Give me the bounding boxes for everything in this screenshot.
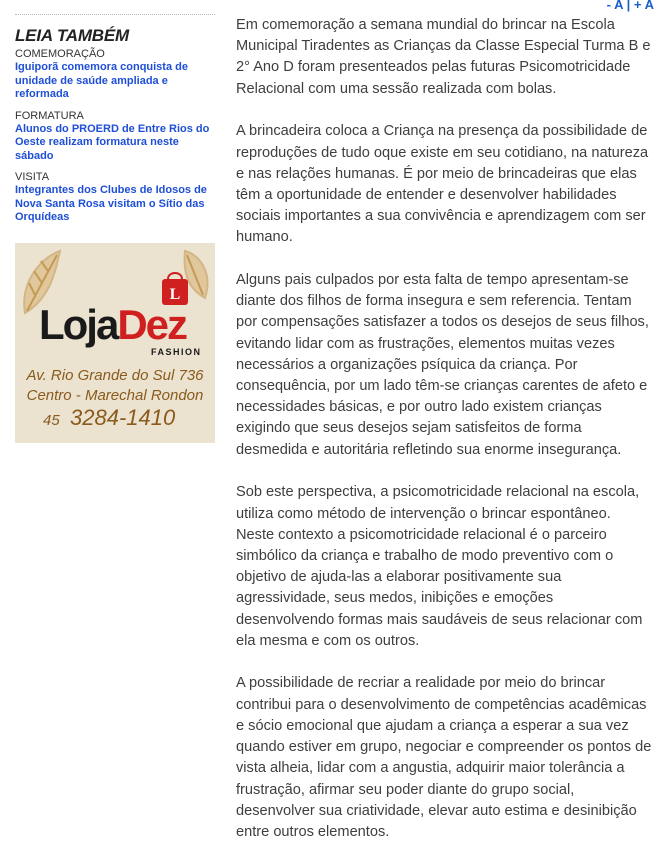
sidebar-title: LEIA TAMBÉM — [15, 26, 129, 45]
logo-letter: L — [169, 286, 181, 303]
increase-font-button[interactable]: + A — [633, 0, 654, 12]
loja-dez-advertisement[interactable] — [15, 243, 215, 443]
list-item — [15, 171, 215, 225]
news-category: FORMATURA — [15, 109, 84, 122]
list-item — [15, 110, 215, 164]
news-headline-link[interactable]: Integrantes dos Clubes de Idosos de Nova Santa Rosa visitam o Sítio das Orquídeas — [15, 184, 207, 223]
brand-name — [39, 301, 187, 348]
brand-name-part1: Loja — [39, 301, 118, 348]
address-line-1: Av. Rio Grande do Sul 736 — [26, 367, 204, 384]
news-headline-link[interactable]: Iguiporã comemora conquista de unidade de saúde ampliada e reformada — [15, 61, 188, 100]
font-size-controls — [607, 0, 654, 12]
font-controls-separator: | — [626, 0, 631, 12]
article-paragraph: Sob este perspectiva, a psicomotricidade relacional na escola, utiliza como método de intervenção o brincar espontâneo. Neste contexto a psicomotricidade relacional é o parceiro simbólico da criança e trabalho de modo preventivo com o objetivo de ajuda-las a elaborar positivamente sua agressividade, seus medos, inibições e emoções desenvolvendo formas mais saudáveis de seus relacionar com ela mesma e com os outros. — [236, 484, 643, 649]
brand-tagline: FASHION — [151, 347, 202, 357]
article-paragraph: Alguns pais culpados por esta falta de tempo apresentam-se diante dos filhos de forma insegura e sem referencia. Tentam por compensações satisfazer a todos os desejos de seus filhos, evitando lidar com as frustrações, elementos muitas vezes necessários a organizações psíquica da criança. Por consequência, por um lado têm-se crianças carentes de afeto e necessidades básicas, e por outro lado existem crianças exigindo que seus desejos sejam satisfeitos de forma desmedida e autoritária refletindo sua enorme insegurança. — [236, 272, 649, 458]
brand-name-part2: Dez — [117, 301, 187, 348]
article-paragraph: A possibilidade de recriar a realidade por meio do brincar contribui para o desenvolvimento de competências acadêmicas e sócio emocional que ajudam a criança a esperar a sua vez quando estiver em grupo, negociar e compreender os pontos de vista alheia, lidar com a angustia, adquirir maior tolerância a frustração, afirmar seu poder diante do grupo social, desenvolver sua criatividade, elevar auto estima e desinibição entre outros elementos. — [236, 675, 652, 840]
list-item — [15, 48, 215, 102]
phone-area-code: 45 — [43, 412, 60, 429]
article-paragraph: A brincadeira coloca a Criança na presença da possibilidade de reproduções de tudo oque existe em seu cotidiano, na natureza e nas relações humanas. É por meio de brincadeiras que elas têm a oportunidade de entender e desenvolver habilidades sociais importantes a sua convivência e aprendizagem com ser humano. — [236, 123, 649, 246]
article-body — [236, 15, 652, 865]
related-news-sidebar — [15, 14, 215, 233]
phone-number: 3284-1410 — [70, 405, 176, 430]
article-paragraph: Em comemoração a semana mundial do brincar na Escola Municipal Tiradentes as Crianças da Classe Especial Turma B e 2° Ano D foram presenteados pelas futuras Psicomotricidade Relacional com uma sessão realizada com bolas. — [236, 17, 651, 97]
decrease-font-button[interactable]: - A — [606, 0, 623, 12]
news-category: COMEMORAÇÃO — [15, 48, 105, 60]
news-headline-link[interactable]: Alunos do PROERD de Entre Rios do Oeste realizam formatura neste sábado — [15, 122, 210, 162]
address-line-2: Centro - Marechal Rondon — [26, 387, 204, 404]
news-category: VISITA — [15, 171, 50, 183]
